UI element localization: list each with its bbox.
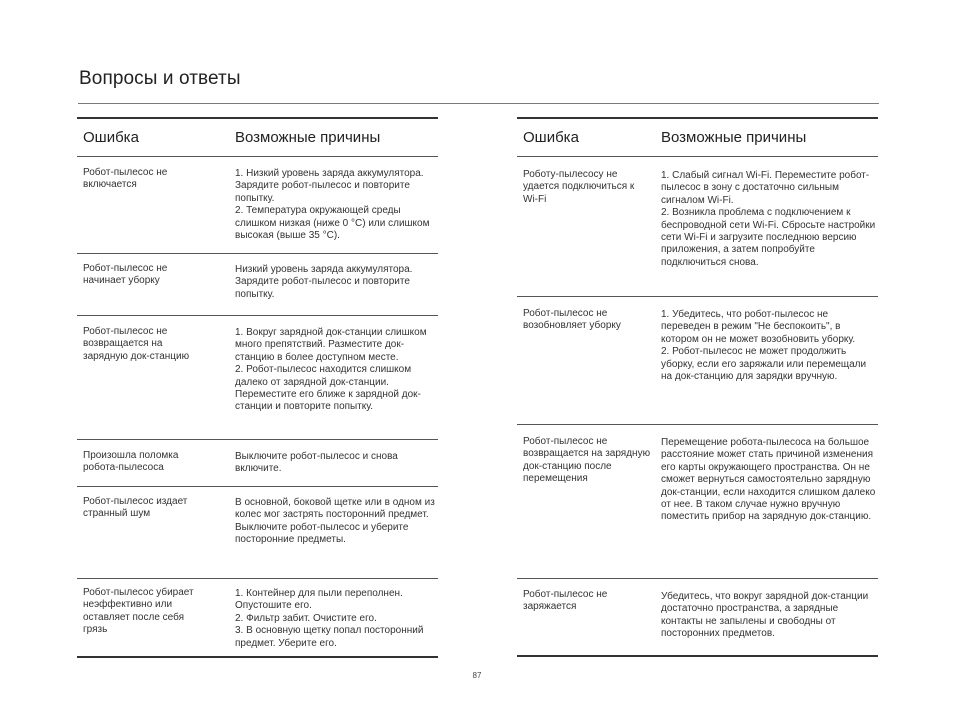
table-row	[517, 157, 878, 297]
table-row	[77, 440, 438, 487]
page-title: Вопросы и ответы	[79, 68, 241, 89]
error-text: Робот-пылесос не включается	[83, 167, 168, 191]
header-causes: Возможные причины	[235, 129, 381, 146]
error-text: Произошла поломка робота-пылесоса	[83, 450, 179, 474]
header-error: Ошибка	[83, 129, 139, 146]
error-text: Робот-пылесос не начинает уборку	[83, 263, 168, 287]
table-row	[77, 157, 438, 254]
cause-text: В основной, боковой щетке или в одном из колес мог застрять посторонний предмет. Выключите робот-пылесос и уберите посторонние предметы.	[235, 497, 435, 546]
table-header	[77, 117, 438, 157]
error-text: Робот-пылесос издает странный шум	[83, 496, 188, 520]
table-row	[77, 316, 438, 440]
header-error: Ошибка	[523, 129, 579, 146]
cause-text: 1. Контейнер для пыли переполнен. Опустошите его. 2. Фильтр забит. Очистите его. 3. В основную щетку попал посторонний предмет. Уберите его.	[235, 588, 424, 649]
cause-text: Убедитесь, что вокруг зарядной док-станции достаточно пространства, а зарядные контакты не запылены и свободны от посторонних предметов.	[661, 591, 869, 640]
table-row	[77, 487, 438, 579]
page-number: 87	[472, 671, 482, 680]
table-row	[517, 579, 878, 657]
cause-text: 1. Вокруг зарядной док-станции слишком много препятствий. Разместите док-станцию в более доступном месте. 2. Робот-пылесос находится слишком далеко от зарядной док-станции. Переместите его ближе к зарядной док-станции и повторите попытку.	[235, 327, 427, 413]
cause-text: 1. Слабый сигнал Wi-Fi. Переместите робот-пылесос в зону с достаточно сильным сигналом Wi-Fi. 2. Возникла проблема с подключением к беспроводной сети Wi-Fi. Сбросьте настройки сети Wi-Fi и загрузите последнюю версию приложения, а затем попробуйте подключиться снова.	[661, 170, 876, 268]
title-divider	[78, 103, 879, 104]
cause-text: 1. Убедитесь, что робот-пылесос не переведен в режим "Не беспокоить", в котором он не может возобновить уборку. 2. Робот-пылесос не может продолжить уборку, если его заряжали или перемещали на док-станцию для зарядки вручную.	[661, 309, 867, 383]
error-text: Робот-пылесос не заряжается	[523, 589, 608, 613]
table-row	[77, 579, 438, 658]
table-row	[517, 297, 878, 425]
faq-table-right	[517, 117, 878, 657]
faq-table-left	[77, 117, 438, 658]
cause-text: 1. Низкий уровень заряда аккумулятора. Зарядите робот-пылесос и повторите попытку. 2. Температура окружающей среды слишком низкая (ниже 0 °C) или слишком высокая (выше 35 °C).	[235, 168, 430, 242]
cause-text: Низкий уровень заряда аккумулятора. Зарядите робот-пылесос и повторите попытку.	[235, 264, 413, 300]
table-row	[517, 425, 878, 579]
cause-text: Выключите робот-пылесос и снова включите.	[235, 451, 398, 475]
error-text: Робот-пылесос не возвращается на зарядную док-станцию после перемещения	[523, 436, 651, 485]
cause-text: Перемещение робота-пылесоса на большое расстояние может стать причиной изменения его карты окружающего пространства. Он не сможет вернуться самостоятельно зарядную док-станции, если находится слишком далеко от нее. В таком случае нужно вручную поместить прибор на зарядную док-станцию.	[661, 437, 876, 523]
error-text: Робот-пылесос убирает неэффективно или оставляет после себя грязь	[83, 587, 194, 636]
error-text: Робот-пылесос не возвращается на зарядную док-станцию	[83, 326, 190, 362]
table-header	[517, 117, 878, 157]
header-causes: Возможные причины	[661, 129, 807, 146]
error-text: Робот-пылесос не возобновляет уборку	[523, 308, 621, 332]
table-row	[77, 254, 438, 316]
error-text: Роботу-пылесосу не удается подключиться к Wi-Fi	[523, 169, 635, 205]
